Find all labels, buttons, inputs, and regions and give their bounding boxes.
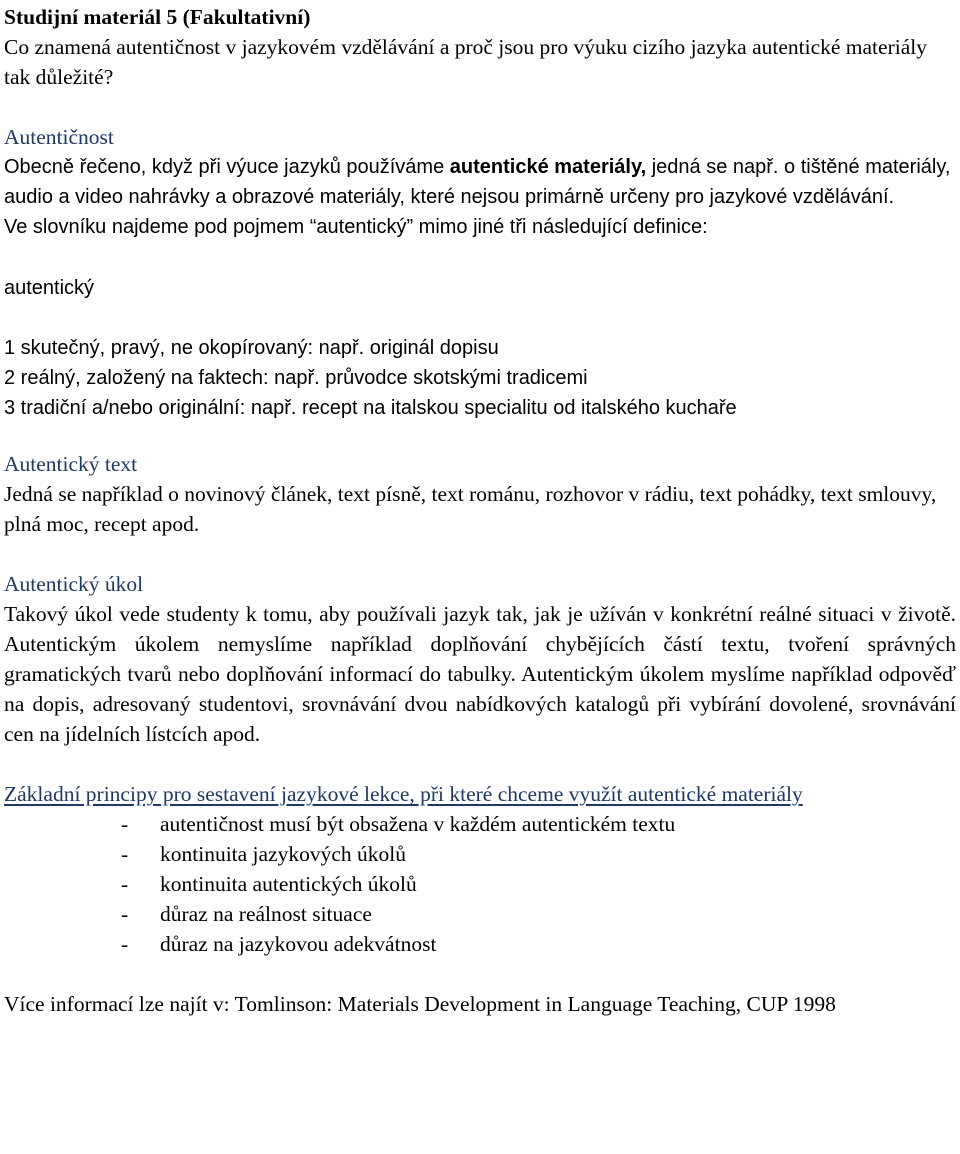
list-item-text: důraz na reálnost situace (160, 902, 372, 926)
definition-term: autentický (4, 277, 95, 299)
paragraph-text-end: jedná se např. o tištěné materiály, audio a video nahrávky a obrazové materiály, které nejsou primárně určeny pro jazykové vzdělávání. (4, 156, 951, 208)
dash-bullet: - (121, 932, 129, 956)
list-item (121, 809, 956, 839)
autenticnost-paragraph (4, 152, 956, 212)
list-item-text: autentičnost musí být obsažena v každém autentickém textu (160, 812, 676, 836)
section-heading-autenticky-text: Autentický text (4, 452, 138, 476)
section-heading-principy: Základní principy pro sestavení jazykové lekce, při které chceme využít autentické materiály (4, 782, 803, 806)
list-item-text: důraz na jazykovou adekvátnost (160, 932, 437, 956)
dash-bullet: - (121, 872, 129, 896)
list-item (121, 869, 956, 899)
document-question: Co znamená autentičnost v jazykovém vzdělávání a proč jsou pro výuku cizího jazyka autentické materiály tak důležité? (4, 35, 927, 89)
footer-reference: Více informací lze najít v: Tomlinson: Materials Development in Language Teaching, CUP 1998 (4, 992, 836, 1016)
dash-bullet: - (121, 842, 129, 866)
autenticky-ukol-paragraph: Takový úkol vede studenty k tomu, aby používali jazyk tak, jak je užíván v konkrétní reálné situaci v životě. Autentickým úkolem nemyslíme například doplňování chybějících částí textu, tvoření správných gramatických tvarů nebo doplňování informací do tabulky. Autentickým úkolem myslíme například odpověď na dopis, adresovaný studentovi, srovnávání dvou nabídkových katalogů při vybírání dovolené, srovnávání cen na jídelních lístcích apod. (4, 602, 956, 746)
definition-list (4, 333, 956, 423)
document-page (0, 2, 960, 1154)
definition-item: 1 skutečný, pravý, ne okopírovaný: např. originál dopisu (4, 337, 499, 359)
definition-item: 2 reálný, založený na faktech: např. průvodce skotskými tradicemi (4, 367, 588, 389)
principles-list (4, 809, 956, 959)
section-heading-autenticnost: Autentičnost (4, 125, 114, 149)
list-item (121, 899, 956, 929)
list-item-text: kontinuita autentických úkolů (160, 872, 417, 896)
paragraph-text-start: Obecně řečeno, když při výuce jazyků používáme (4, 156, 450, 178)
definition-item: 3 tradiční a/nebo originální: např. recept na italskou specialitu od italského kuchaře (4, 397, 737, 419)
list-item (121, 839, 956, 869)
list-item (121, 929, 956, 959)
dash-bullet: - (121, 902, 129, 926)
dash-bullet: - (121, 812, 129, 836)
paragraph-bold-term: autentické materiály, (449, 156, 647, 178)
section-heading-autenticky-ukol: Autentický úkol (4, 572, 144, 596)
list-item-text: kontinuita jazykových úkolů (160, 842, 407, 866)
autenticky-text-paragraph: Jedná se například o novinový článek, text písně, text románu, rozhovor v rádiu, text pohádky, text smlouvy, plná moc, recept apod. (4, 482, 937, 536)
dictionary-intro: Ve slovníku najdeme pod pojmem “autentický” mimo jiné tři následující definice: (4, 216, 708, 238)
document-title: Studijní materiál 5 (Fakultativní) (4, 5, 311, 29)
